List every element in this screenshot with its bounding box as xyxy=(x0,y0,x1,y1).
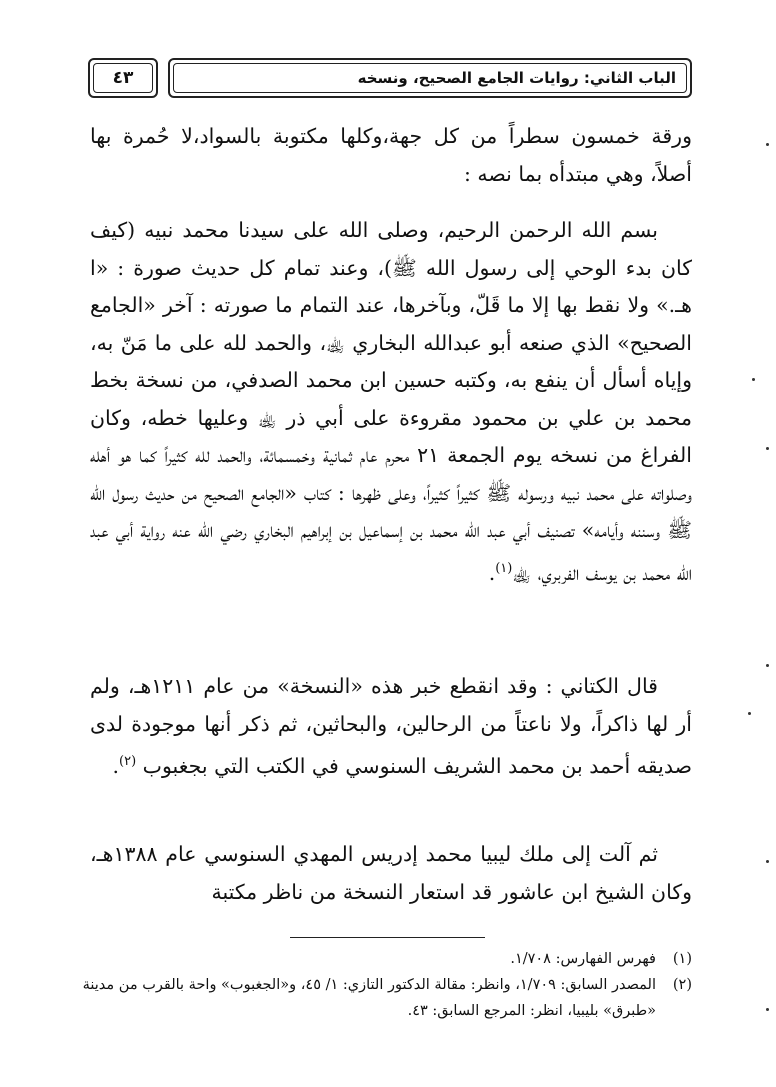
footnote-ref-1: (١) xyxy=(495,560,513,576)
paragraph-4 xyxy=(90,836,692,911)
page-number: ٤٣ xyxy=(112,68,134,88)
paragraph-2-body xyxy=(90,212,692,592)
footnote-1-number: (١) xyxy=(672,951,692,967)
footnotes xyxy=(80,946,692,1024)
footnote-2-text: المصدر السابق: ١/٧٠٩، وانظر: مقالة الدكتور التازي: ١/ ٤٥، و«الجغبوب» واحة بالقرب من مدينة «طبرق» بليبيا، انظر: المرجع السابق: ٤٣. xyxy=(82,977,656,1019)
paragraph-3-text: قال الكتاني : وقد انقطع خبر هذه «النسخة» من عام ١٢١١هـ، ولم أر لها ذاكراً، ولا ناعتاً من الرحالين، والبحاثين، ثم ذكر أنها موجودة لدى صديقه أحمد بن محمد الشريف السنوسي في الكتب التي بجغبوب xyxy=(90,674,692,778)
paragraph-1 xyxy=(90,118,692,193)
footnote-1-text: فهرس الفهارس: ١/٧٠٨. xyxy=(510,951,656,967)
footnote-1 xyxy=(80,946,692,972)
margin-mark xyxy=(766,143,769,146)
period: . xyxy=(488,560,496,585)
paragraph-2 xyxy=(90,212,692,592)
margin-mark xyxy=(752,378,755,381)
margin-mark xyxy=(766,447,769,450)
margin-mark xyxy=(766,664,769,667)
footnote-2 xyxy=(80,972,692,1024)
paragraph-4-text: ثم آلت إلى ملك ليبيا محمد إدريس المهدي السنوسي عام ١٣٨٨هـ، وكان الشيخ ابن عاشور قد استعار النسخة من ناظر مكتبة xyxy=(90,842,692,904)
chapter-title: الباب الثاني: روايات الجامع الصحيح، ونسخه xyxy=(357,69,676,87)
paragraph-1-text: ورقة خمسون سطراً من كل جهة،وكلها مكتوبة بالسواد،لا حُمرة بها أصلاً، وهي مبتدأه بما نصه : xyxy=(90,124,692,186)
footnote-ref-2: (٢) xyxy=(119,754,137,769)
margin-mark xyxy=(766,1008,769,1011)
header-title-frame xyxy=(168,58,692,98)
footnote-2-number: (٢) xyxy=(672,977,692,993)
paragraph-3-body xyxy=(90,668,692,785)
page-number-frame xyxy=(88,58,158,98)
running-header xyxy=(88,58,692,102)
period: . xyxy=(112,753,119,778)
margin-mark xyxy=(766,860,769,863)
footnote-separator xyxy=(290,937,485,938)
paragraph-3 xyxy=(90,668,692,785)
paragraph-2-text: بسم الله الرحمن الرحيم، وصلى الله على سيدنا محمد نبيه (كيف كان بدء الوحي إلى رسول الله ﷺ)، وعند تمام كل حديث صورة : «ا هـ.» ولا نقط بها إلا ما قَلّ، وبآخرها، عند التمام ما صورته : آخر «الجامع الصحيح» الذي صنعه أبو عبدالله البخاري ﵀، والحمد لله على ما مَنّ به، وإياه أسأل أن ينفع به، وكتبه حسين ابن محمد الصدفي، من نسخة بخط محمد بن علي بن محمود مقروءة على أبي ذر ﵀ وعليها خطه، وكان الفراغ من نسخه يوم الجمعة ٢١ محرم عام ثمانية وخمسمائة، والحمد لله كثيراً كما هو أهله وصلواته على محمد نبيه ورسوله ﷺ كثيراً كثيراً، وعلى ظهرها : كتاب «الجامع الصحيح من حديث رسول الله ﷺ وسننه وأيامه» تصنيف أبي عبد الله محمد بن إسماعيل بن إبراهيم البخاري رضي الله عنه رواية أبي عبد الله محمد بن يوسف الفربري، ﵀ xyxy=(90,218,692,585)
margin-mark xyxy=(748,712,751,715)
